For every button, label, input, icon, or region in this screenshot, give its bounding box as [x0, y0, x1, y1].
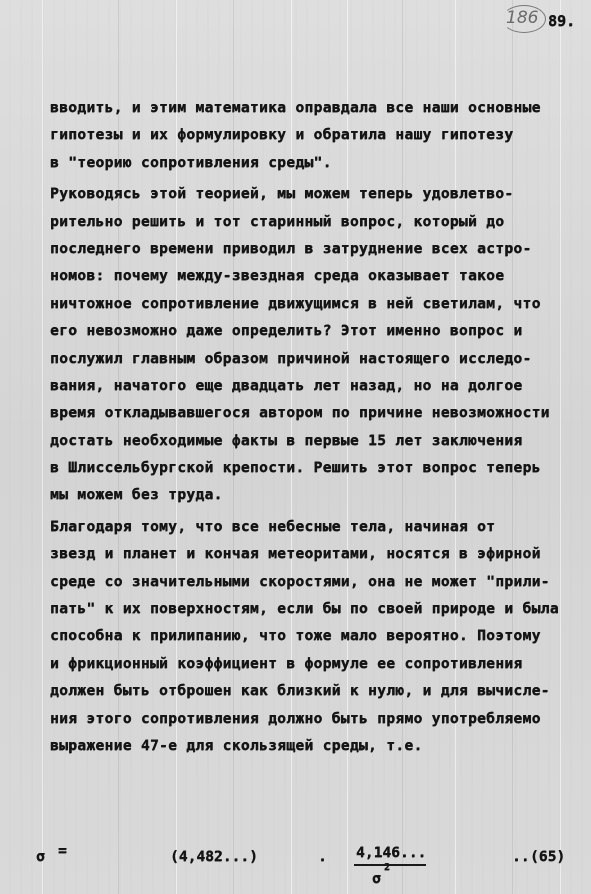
text-line: в "теорию сопротивления среды". — [50, 153, 332, 171]
text-line: рительно решить и тот старинный вопрос, который до — [50, 212, 505, 230]
formula-multiply-dot: . — [318, 848, 327, 865]
archive-mark-number: 186 — [506, 8, 539, 28]
text-line: мы можем без труда. — [50, 486, 223, 504]
text-line: выражение 47-е для скользящей среды, т.е. — [50, 736, 423, 754]
text-line: время откладывавшегося автором по причине невозможности — [50, 404, 550, 422]
text-line: ничтожное сопротивление движущимся в ней светилам, что — [50, 294, 541, 312]
text-line: среде со значительными скоростями, она не может "прили- — [50, 572, 550, 590]
text-line: последнего времени приводил в затруднение всех астро- — [50, 239, 532, 257]
body-text — [50, 94, 580, 759]
text-line: гипотезы и их формулировку и обратила нашу гипотезу — [50, 126, 514, 144]
text-line: вводить, и этим математика оправдала все наши основные — [50, 99, 541, 116]
text-line: пать" к их поверхностям, если бы по своей природе и была — [50, 600, 559, 618]
archive-mark-circle — [502, 5, 546, 33]
formula-lhs-symbol: σ — [36, 848, 45, 865]
text-line: в Шлиссельбургской крепости. Решить этот вопрос теперь — [50, 459, 541, 477]
text-line: Руководясь этой теорией, мы можем теперь удовлетво- — [50, 185, 514, 203]
text-line: способна к прилипанию, что тоже мало вероятно. Поэтому — [50, 627, 541, 645]
archive-page-mark — [506, 8, 538, 28]
equation-number: (65) — [530, 848, 566, 865]
text-line: ния этого сопротивления должно быть прямо употребляемо — [50, 709, 541, 727]
text-line: Благодаря тому, что все небесные тела, начиная от — [50, 517, 496, 535]
page-number: 89. — [548, 12, 576, 30]
text-line: номов: почему между-звездная среда оказывает такое — [50, 267, 505, 285]
text-line: его невозможно даже определить? Этот именно вопрос и — [50, 322, 523, 340]
formula-fraction-denominator: σ — [372, 870, 381, 887]
text-line: должен быть отброшен как близкий к нулю, и для вычисле- — [50, 682, 550, 700]
formula-tail-dots: .. — [512, 848, 530, 865]
formula-fraction-numerator: 4,146... — [356, 844, 427, 861]
text-line: послужил главным образом причиной настоящего исследо- — [50, 349, 532, 367]
text-line: вания, начатого еще двадцать лет назад, но на долгое — [50, 376, 523, 394]
formula-65 — [0, 840, 591, 890]
text-line: и фрикционный коэффициент в формуле ее сопротивления — [50, 654, 523, 672]
text-line: звезд и планет и кончая метеоритами, носятся в эфирной — [50, 545, 541, 563]
formula-first-term: (4,482...) — [170, 848, 258, 865]
formula-exponent: 2 — [384, 862, 391, 873]
text-line: достать необходимые факты в первые 15 лет заключения — [50, 431, 523, 449]
formula-equals: = — [58, 842, 67, 859]
